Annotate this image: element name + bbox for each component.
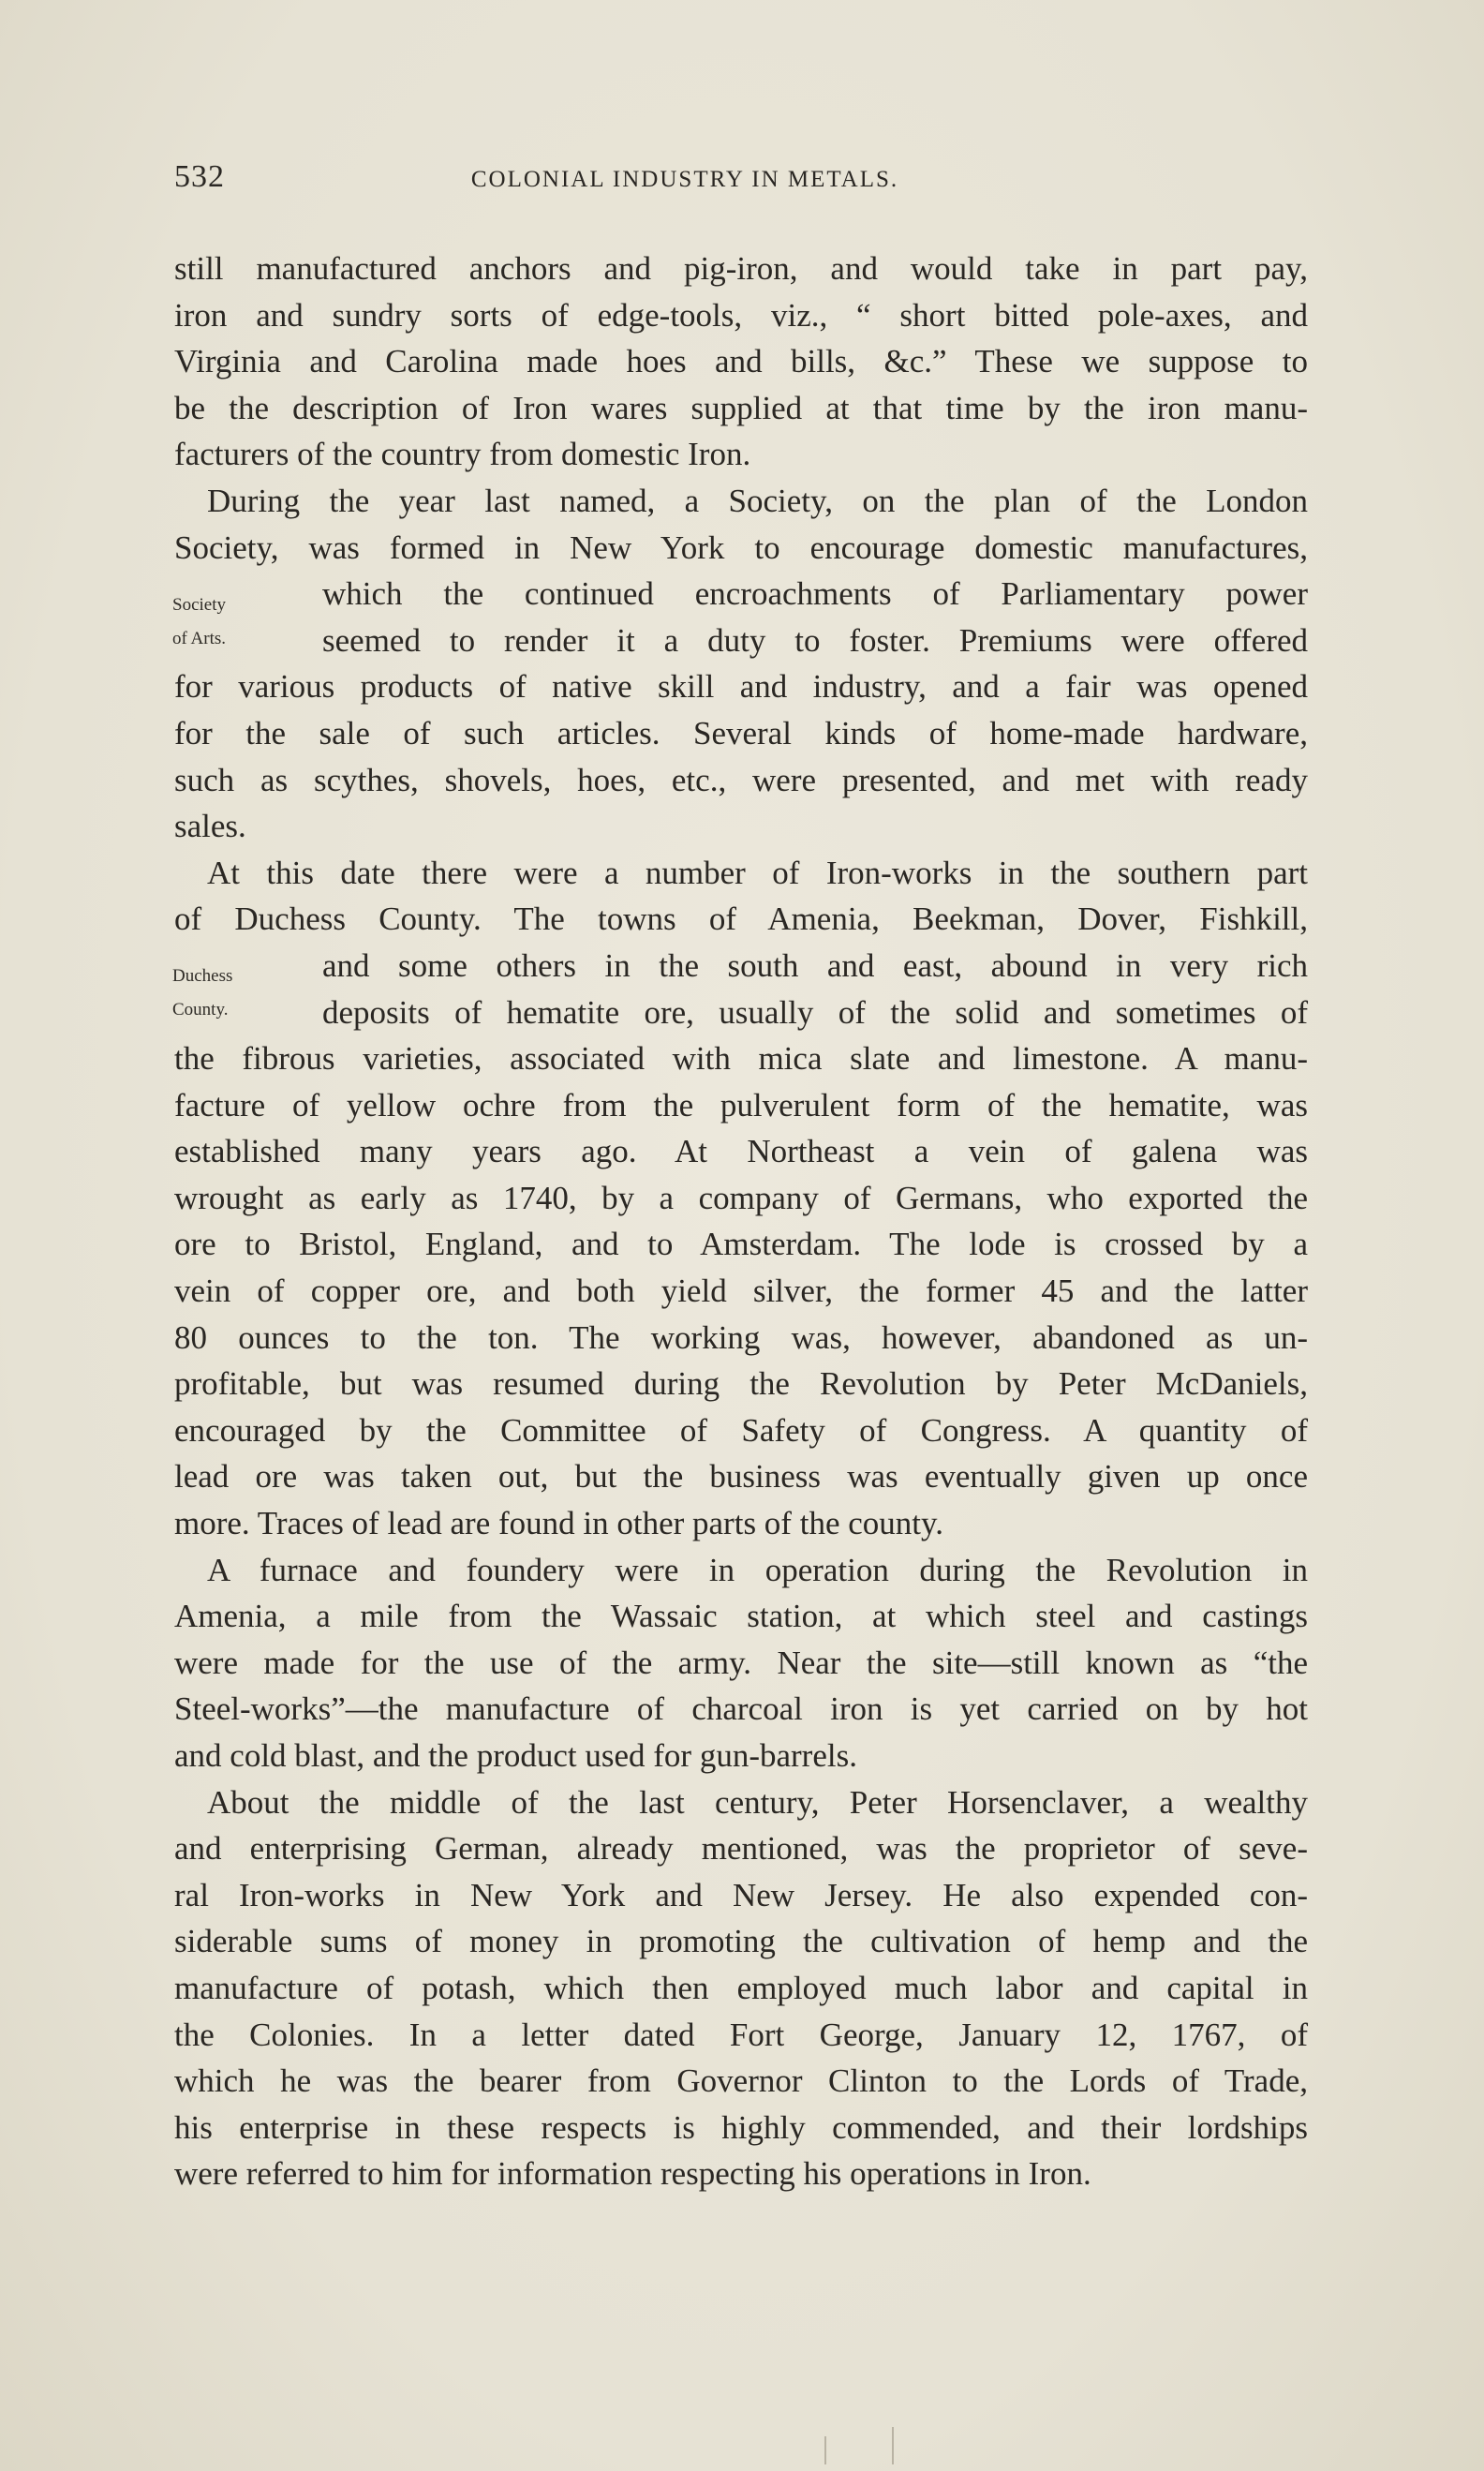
- text-line: for various products of native skill and industry, and a fair was opened: [174, 668, 1308, 706]
- text-line: for the sale of such articles. Several kinds of home-made hardware,: [174, 714, 1308, 752]
- text-line: siderable sums of money in promoting the cultivation of hemp and the: [174, 1923, 1308, 1960]
- text-line: and enterprising German, already mentioned, was the proprietor of seve-: [174, 1830, 1308, 1868]
- text-line: During the year last named, a Society, on the plan of the London: [207, 482, 1308, 519]
- text-line: the fibrous varieties, associated with mica slate and limestone. A manu-: [174, 1040, 1308, 1078]
- text-line: seemed to render it a duty to foster. Premiums were offered: [322, 621, 1308, 659]
- text-line: of Duchess County. The towns of Amenia, Beekman, Dover, Fishkill,: [174, 901, 1308, 938]
- text-line: sales.: [174, 808, 246, 845]
- text-line: Steel-works”—the manufacture of charcoal iron is yet carried on by hot: [174, 1690, 1308, 1728]
- text-line: Amenia, a mile from the Wassaic station, at which steel and castings: [174, 1598, 1308, 1635]
- text-line: vein of copper ore, and both yield silver, the former 45 and the latter: [174, 1273, 1308, 1310]
- text-line: Society, was formed in New York to encourage domestic manufactures,: [174, 528, 1308, 566]
- text-line: Virginia and Carolina made hoes and bills, &c.” These we suppose to: [174, 343, 1308, 380]
- text-line: ral Iron-works in New York and New Jersey. He also expended con-: [174, 1876, 1308, 1913]
- text-line: more. Traces of lead are found in other parts of the county.: [174, 1505, 943, 1542]
- text-line: established many years ago. At Northeast a vein of galena was: [174, 1133, 1308, 1170]
- running-head: COLONIAL INDUSTRY IN METALS.: [470, 167, 899, 192]
- text-line: iron and sundry sorts of edge-tools, viz., “ short bitted pole-axes, and: [174, 296, 1308, 334]
- text-line: and cold blast, and the product used for gun-barrels.: [174, 1737, 857, 1774]
- paragraph-1: [174, 246, 1308, 478]
- text-line: and some others in the south and east, abound in very rich: [322, 946, 1308, 984]
- text-line: facturers of the country from domestic Iron.: [174, 436, 751, 473]
- text-line: still manufactured anchors and pig-iron, and would take in part pay,: [174, 250, 1308, 287]
- text-line: his enterprise in these respects is highly commended, and their lordships: [174, 2108, 1308, 2146]
- text-line: encouraged by the Committee of Safety of Congress. A quantity of: [174, 1411, 1308, 1449]
- body-text: [174, 246, 1308, 2197]
- margin-note-line: Society: [172, 595, 226, 615]
- text-line: were referred to him for information respecting his operations in Iron.: [174, 2155, 1091, 2193]
- paragraph-2: [174, 478, 1308, 850]
- text-line: such as scythes, shovels, hoes, etc., were presented, and met with ready: [174, 761, 1308, 798]
- margin-note-line: of Arts.: [172, 629, 226, 648]
- text-line: About the middle of the last century, Peter Horsenclaver, a wealthy: [207, 1783, 1308, 1821]
- paper-mark: [892, 2427, 894, 2464]
- text-line: deposits of hematite ore, usually of the solid and sometimes of: [322, 993, 1308, 1031]
- text-line: A furnace and foundery were in operation during the Revolution in: [207, 1551, 1308, 1588]
- text-line: wrought as early as 1740, by a company of Germans, who exported the: [174, 1179, 1308, 1216]
- text-line: 80 ounces to the ton. The working was, however, abandoned as un-: [174, 1318, 1308, 1356]
- text-line: be the description of Iron wares supplied at that time by the iron manu-: [174, 389, 1308, 426]
- text-line: At this date there were a number of Iron-works in the southern part: [207, 854, 1308, 891]
- margin-note-line: Duchess: [172, 966, 233, 986]
- page-header: [174, 159, 1308, 208]
- text-line: which he was the bearer from Governor Clinton to the Lords of Trade,: [174, 2062, 1308, 2100]
- paragraph-5: [174, 1779, 1308, 2197]
- text-line: manufacture of potash, which then employed much labor and capital in: [174, 1969, 1308, 2006]
- text-line: lead ore was taken out, but the business was eventually given up once: [174, 1458, 1308, 1496]
- page-number: 532: [174, 159, 225, 194]
- paragraph-4: [174, 1547, 1308, 1779]
- text-line: ore to Bristol, England, and to Amsterdam. The lode is crossed by a: [174, 1226, 1308, 1263]
- text-line: were made for the use of the army. Near the site—still known as “the: [174, 1644, 1308, 1681]
- paragraph-3: [174, 850, 1308, 1547]
- text-line: profitable, but was resumed during the Revolution by Peter McDaniels,: [174, 1365, 1308, 1403]
- text-line: facture of yellow ochre from the pulverulent form of the hematite, was: [174, 1086, 1308, 1124]
- paper-mark: [824, 2436, 826, 2464]
- margin-note-line: County.: [172, 1000, 229, 1020]
- text-line: which the continued encroachments of Parliamentary power: [322, 575, 1308, 613]
- text-line: the Colonies. In a letter dated Fort George, January 12, 1767, of: [174, 2016, 1308, 2053]
